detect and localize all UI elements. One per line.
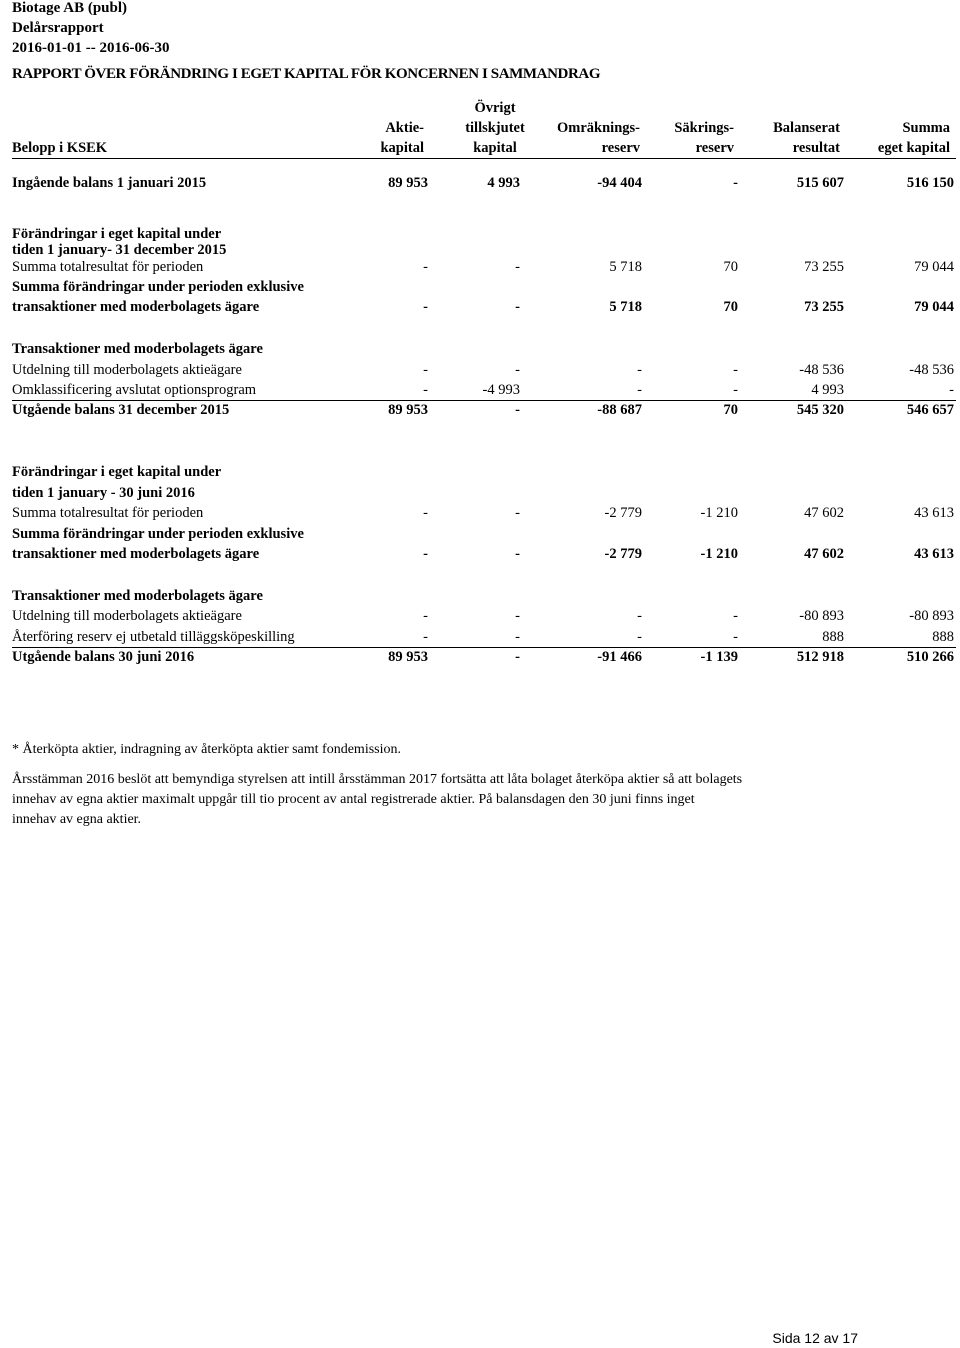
- cell-omrakningsreserv: -: [637, 629, 642, 645]
- row-label-prefix: Summa förändringar under perioden exklusive: [12, 526, 304, 542]
- cell-ovrigt-tillskjutet-kapital: -: [515, 402, 520, 418]
- cell-omrakningsreserv: -2 779: [604, 546, 642, 562]
- row-label: Återföring reserv ej utbetald tilläggsköpeskilling: [12, 629, 295, 645]
- column-header-label: Belopp i KSEK: [12, 140, 108, 156]
- row-label: Omklassificering avslutat optionsprogram: [12, 382, 257, 398]
- section-title: Transaktioner med moderbolagets ägare: [12, 341, 263, 357]
- row-label: Ingående balans 1 januari 2015: [12, 175, 207, 191]
- cell-summa-eget-kapital: -: [949, 382, 954, 398]
- column-header-line: eget kapital: [877, 140, 950, 156]
- table-row-utdelning-2016: [12, 606, 956, 626]
- cell-sakringsreserv: -: [733, 608, 738, 624]
- cell-balanserat-resultat: -48 536: [799, 362, 844, 378]
- cell-summa-eget-kapital: 43 613: [914, 546, 954, 562]
- cell-aktiekapital: -: [423, 382, 428, 398]
- report-title: RAPPORT ÖVER FÖRÄNDRING I EGET KAPITAL FÖR KONCERNEN I SAMMANDRAG: [12, 66, 601, 82]
- cell-sakringsreserv: 70: [723, 299, 738, 315]
- table-row-omklassificering-2015: [12, 380, 956, 400]
- cell-sakringsreserv: -1 210: [700, 546, 738, 562]
- table-row-summa-exkl-2015: [12, 297, 956, 317]
- cell-omrakningsreserv: 5 718: [609, 299, 642, 315]
- cell-sakringsreserv: 70: [723, 259, 738, 275]
- document-type: Delårsrapport: [12, 20, 104, 36]
- column-header-line: resultat: [792, 140, 840, 156]
- cell-ovrigt-tillskjutet-kapital: -: [515, 649, 520, 665]
- column-header-summa-eget-kapital: [840, 118, 950, 158]
- column-header-line: Summa: [902, 120, 950, 136]
- cell-aktiekapital: -: [423, 299, 428, 315]
- row-label: transaktioner med moderbolagets ägare: [12, 546, 260, 562]
- cell-sakringsreserv: -: [733, 629, 738, 645]
- column-header-line: kapital: [473, 140, 517, 156]
- cell-sakringsreserv: -1 210: [700, 505, 738, 521]
- cell-summa-eget-kapital: -80 893: [909, 608, 954, 624]
- cell-omrakningsreserv: -91 466: [597, 649, 642, 665]
- cell-balanserat-resultat: 47 602: [804, 505, 844, 521]
- cell-sakringsreserv: -: [733, 362, 738, 378]
- row-label: Utdelning till moderbolagets aktieägare: [12, 362, 242, 378]
- cell-aktiekapital: -: [423, 259, 428, 275]
- cell-ovrigt-tillskjutet-kapital: 4 993: [487, 175, 520, 191]
- row-label: transaktioner med moderbolagets ägare: [12, 299, 260, 315]
- cell-ovrigt-tillskjutet-kapital: -4 993: [482, 382, 520, 398]
- cell-aktiekapital: -: [423, 505, 428, 521]
- row-label: Summa totalresultat för perioden: [12, 259, 204, 275]
- cell-summa-eget-kapital: 546 657: [906, 402, 954, 418]
- cell-omrakningsreserv: -: [637, 608, 642, 624]
- section-title: Transaktioner med moderbolagets ägare: [12, 588, 263, 604]
- cell-summa-eget-kapital: 516 150: [906, 175, 954, 191]
- section-title: Förändringar i eget kapital under: [12, 226, 222, 242]
- column-header-line: Säkrings-: [674, 120, 734, 136]
- cell-aktiekapital: -: [423, 546, 428, 562]
- cell-balanserat-resultat: 512 918: [796, 649, 844, 665]
- cell-summa-eget-kapital: 79 044: [914, 299, 954, 315]
- table-row-closing-2016: [12, 647, 956, 667]
- note-paragraph-line: innehav av egna aktier.: [12, 812, 142, 827]
- cell-sakringsreserv: -: [733, 382, 738, 398]
- column-header-line: Aktie-: [385, 120, 424, 136]
- section-title: Förändringar i eget kapital under: [12, 464, 222, 480]
- cell-omrakningsreserv: -: [637, 362, 642, 378]
- cell-aktiekapital: -: [423, 362, 428, 378]
- cell-ovrigt-tillskjutet-kapital: -: [515, 546, 520, 562]
- cell-balanserat-resultat: 73 255: [804, 259, 844, 275]
- page-number: Sida 12 av 17: [772, 1330, 858, 1346]
- cell-summa-eget-kapital: 888: [932, 629, 954, 645]
- cell-balanserat-resultat: 888: [822, 629, 844, 645]
- table-row-aterforing-2016: [12, 627, 956, 647]
- cell-ovrigt-tillskjutet-kapital: -: [515, 505, 520, 521]
- cell-aktiekapital: 89 953: [388, 649, 428, 665]
- cell-omrakningsreserv: 5 718: [609, 259, 642, 275]
- table-row-totalresultat-2016: [12, 503, 956, 523]
- cell-omrakningsreserv: -: [637, 382, 642, 398]
- cell-balanserat-resultat: 515 607: [796, 175, 844, 191]
- column-header-line: Omräknings-: [557, 120, 640, 136]
- note-paragraph-line: Årsstämman 2016 beslöt att bemyndiga styrelsen att intill årsstämman 2017 fortsätta att låta bolaget återköpa aktier så att bolagets: [12, 772, 743, 787]
- cell-ovrigt-tillskjutet-kapital: -: [515, 629, 520, 645]
- cell-summa-eget-kapital: 43 613: [914, 505, 954, 521]
- column-header-line: reserv: [601, 140, 640, 156]
- cell-aktiekapital: 89 953: [388, 175, 428, 191]
- section-title: tiden 1 january - 30 juni 2016: [12, 485, 195, 501]
- row-label: Summa totalresultat för perioden: [12, 505, 204, 521]
- cell-omrakningsreserv: -88 687: [597, 402, 642, 418]
- column-header-line: kapital: [380, 140, 424, 156]
- cell-sakringsreserv: -: [733, 175, 738, 191]
- table-row-opening-2015: [12, 173, 956, 193]
- cell-summa-eget-kapital: 79 044: [914, 259, 954, 275]
- table-row-totalresultat-2015: [12, 257, 956, 277]
- row-label: Utdelning till moderbolagets aktieägare: [12, 608, 242, 624]
- report-period: 2016-01-01 -- 2016-06-30: [12, 40, 170, 56]
- table-row-summa-exkl-2016: [12, 544, 956, 564]
- cell-summa-eget-kapital: 510 266: [906, 649, 954, 665]
- company-name: Biotage AB (publ): [12, 0, 128, 16]
- row-label: Utgående balans 30 juni 2016: [12, 649, 195, 665]
- cell-aktiekapital: 89 953: [388, 402, 428, 418]
- column-header-balanserat-resultat: [730, 118, 840, 158]
- cell-balanserat-resultat: 73 255: [804, 299, 844, 315]
- cell-ovrigt-tillskjutet-kapital: -: [515, 608, 520, 624]
- table-row-closing-2015: [12, 400, 956, 420]
- cell-omrakningsreserv: -94 404: [597, 175, 642, 191]
- footnote-asterisk: * Återköpta aktier, indragning av återköpta aktier samt fondemission.: [12, 742, 401, 757]
- cell-omrakningsreserv: -2 779: [604, 505, 642, 521]
- column-header-line: Övrigt: [474, 100, 516, 116]
- row-label-prefix: Summa förändringar under perioden exklusive: [12, 279, 304, 295]
- column-header-line: Balanserat: [773, 120, 840, 136]
- section-title: tiden 1 january- 31 december 2015: [12, 242, 227, 258]
- column-header-aktiekapital: [340, 118, 424, 158]
- column-header-omrakningsreserv: [530, 118, 640, 158]
- cell-balanserat-resultat: 4 993: [811, 382, 844, 398]
- header-divider: [12, 158, 956, 159]
- cell-sakringsreserv: -1 139: [700, 649, 738, 665]
- cell-ovrigt-tillskjutet-kapital: -: [515, 362, 520, 378]
- cell-aktiekapital: -: [423, 629, 428, 645]
- row-label: Utgående balans 31 december 2015: [12, 402, 230, 418]
- column-header-line: tillskjutet: [465, 120, 525, 136]
- cell-balanserat-resultat: 47 602: [804, 546, 844, 562]
- cell-ovrigt-tillskjutet-kapital: -: [515, 259, 520, 275]
- cell-balanserat-resultat: 545 320: [796, 402, 844, 418]
- cell-aktiekapital: -: [423, 608, 428, 624]
- cell-balanserat-resultat: -80 893: [799, 608, 844, 624]
- table-row-utdelning-2015: [12, 360, 956, 380]
- column-header-line: reserv: [695, 140, 734, 156]
- column-header-sakringsreserv: [634, 118, 734, 158]
- cell-sakringsreserv: 70: [723, 402, 738, 418]
- note-paragraph-line: innehav av egna aktier maximalt uppgår till tio procent av antal registrerade aktier. På balansdagen den 30 juni finns inget: [12, 792, 695, 807]
- cell-summa-eget-kapital: -48 536: [909, 362, 954, 378]
- cell-ovrigt-tillskjutet-kapital: -: [515, 299, 520, 315]
